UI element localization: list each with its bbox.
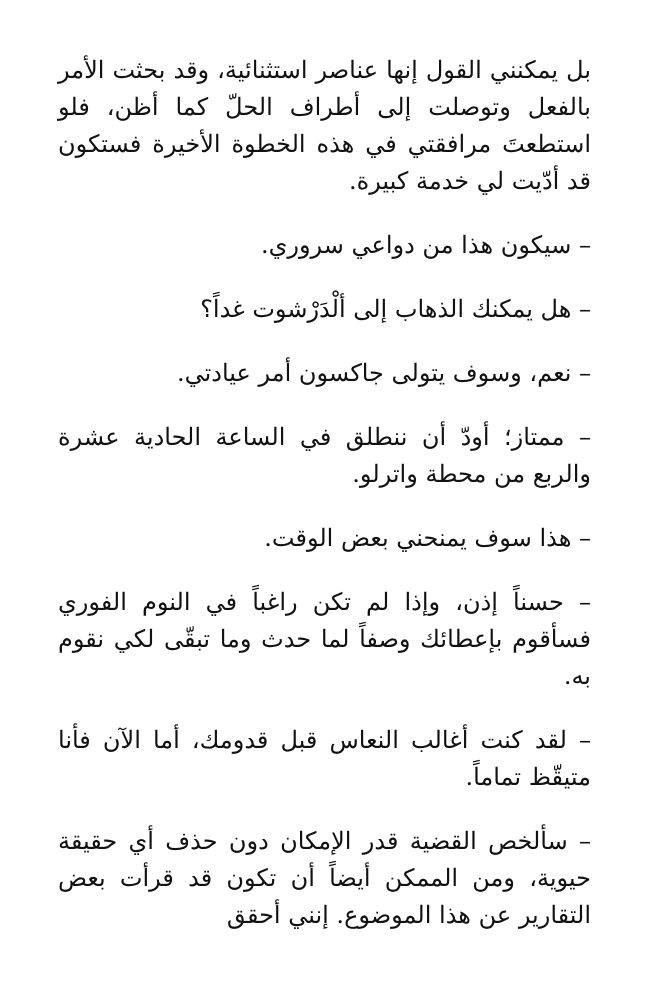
dialogue-line: – هذا سوف يمنحني بعض الوقت. xyxy=(264,524,591,552)
paragraph-intro: بل يمكنني القول إنها عناصر استثنائية، وقد بحثت الأمر بالفعل وتوصلت إلى أطراف الحلّ كما أظن، فلو استطعتَ مرافقتي في هذه الخطوة الأخيرة فستكون قد أدّيت لي خدمة كبيرة. xyxy=(58,56,591,195)
dialogue-line: – نعم، وسوف يتولى جاكسون أمر عيادتي. xyxy=(176,359,591,387)
dialogue-line: – سيكون هذا من دواعي سروري. xyxy=(260,231,591,259)
dialogue-line: – سألخص القضية قدر الإمكان دون حذف أي حقيقة حيوية، ومن الممكن أيضاً أن تكون قد قرأت بعض التقارير عن هذا الموضوع. إنني أحقق xyxy=(58,827,591,929)
dialogue-line: – هل يمكنك الذهاب إلى ألْدَرْشوت غداً؟ xyxy=(200,295,591,323)
dialogue-line: – لقد كنت أغالب النعاس قبل قدومك، أما الآن فأنا متيقّظ تماماً. xyxy=(58,726,591,791)
book-page xyxy=(58,52,591,961)
dialogue-line: – حسناً إذن، وإذا لم تكن راغباً في النوم الفوري فسأقوم بإعطائك وصفاً لما حدث وما تبقّى لكي نقوم به. xyxy=(58,588,591,690)
dialogue-line: – ممتاز؛ أودّ أن ننطلق في الساعة الحادية عشرة والربع من محطة واترلو. xyxy=(58,423,591,488)
